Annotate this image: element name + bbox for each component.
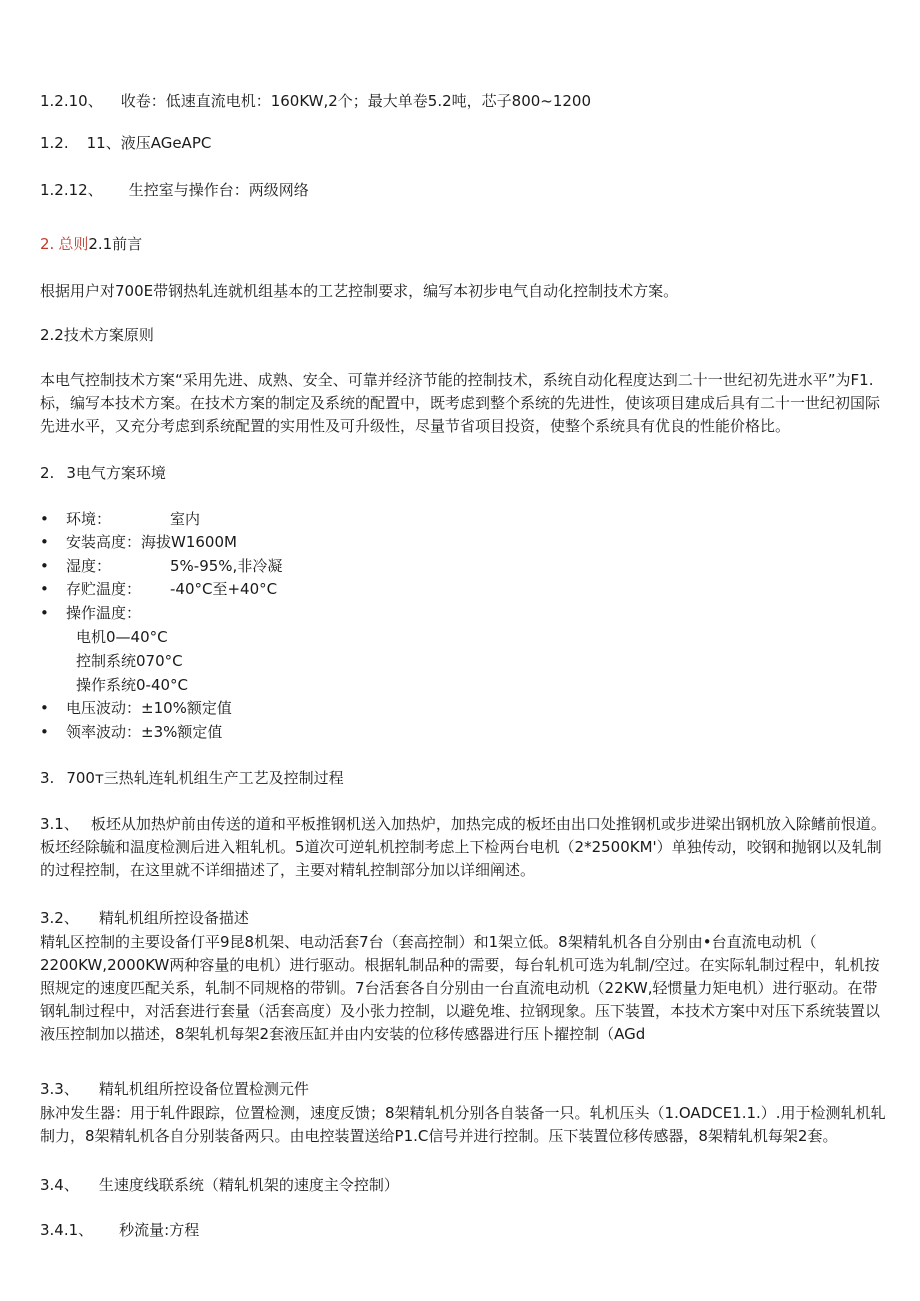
heading-number: 3.: [40, 769, 55, 787]
heading-text: 700т三热轧连轧机组生产工艺及控制过程: [66, 769, 344, 787]
bullet: •: [40, 699, 49, 717]
bullet: •: [40, 557, 49, 575]
heading-number: 3.4、: [40, 1176, 79, 1194]
heading-3-2: [40, 908, 249, 928]
op-temp-control-system: 控制系统070°C: [76, 652, 183, 670]
env-label: 电压波动：: [66, 699, 142, 717]
heading-3-4-1: [40, 1220, 199, 1240]
heading-number: 1.2.: [40, 134, 69, 152]
heading-3-3: [40, 1079, 309, 1099]
paragraph-line: 标，编写本技术方案。在技术方案的制定及系统的配置中，既考虑到整个系统的先进性，使该项目建成后具有二十一世纪初国际: [40, 394, 881, 412]
env-value: 海拔W1600M: [141, 533, 237, 551]
paragraph-2-2: [40, 369, 912, 438]
heading-text: 秒流量:方程: [119, 1221, 200, 1239]
heading-2-2: 2.2技术方案原则: [40, 326, 154, 344]
heading-1-2-11: [40, 133, 211, 153]
heading-text: 3电气方案环境: [66, 464, 166, 482]
heading-2-3: [40, 463, 166, 483]
op-temp-operating-system: 操作系统0-40°C: [76, 676, 189, 694]
heading-2: [40, 234, 142, 254]
env-item-storage-temp: [40, 579, 277, 599]
heading-text: 精轧机组所控设备位置检测元件: [98, 1080, 309, 1098]
heading-number: 3.4.1、: [40, 1221, 94, 1239]
paragraph-line: 照规定的速度匹配关系，轧制不同规格的带钏。7台活套各自分别由一台直流电动机（22KW,轻惯量力矩电机）进行驱动。在带: [40, 979, 878, 997]
env-value: ±3%额定值: [141, 723, 223, 741]
heading-number: 1.2.12、: [40, 181, 103, 199]
paragraph-line: 先进水平，又充分考虑到系统配置的实用性及可升级性，尽量节省项目投资，使整个系统具有优良的性能价格比。: [40, 417, 791, 435]
bullet: •: [40, 723, 49, 741]
heading-3: [40, 768, 344, 788]
heading-3-4: [40, 1175, 399, 1195]
env-item-altitude: [40, 532, 237, 552]
heading-number: 3.1、: [40, 815, 79, 833]
heading-number: 1.2.10、: [40, 92, 103, 110]
env-label: 存贮温度：: [66, 580, 142, 598]
bullet: •: [40, 604, 49, 622]
paragraph-line: 板坯经除毓和温度检测后进入粗轧机。5道次可逆轧机控制考虑上下检两台电机（2*2500KM'）单独传动，咬钢和抛钢以及轧制: [40, 838, 882, 856]
paragraph-2-1: 根据用户对700E带钢热轧连就机组基本的工艺控制要求，编写本初步电气自动化控制技术方案。: [40, 282, 679, 300]
paragraph-3-2: [40, 931, 912, 1046]
heading-subtitle: 2.1前言: [88, 235, 143, 253]
heading-number: 3.3、: [40, 1080, 79, 1098]
paragraph-line: 本电气控制技术方案“采用先进、成熟、安全、可靠并经济节能的控制技术，系统自动化程度达到二十一世纪初先进水平”为F1.: [40, 371, 874, 389]
paragraph-line: 精轧区控制的主要设备仃平9昆8机架、电动活套7台（套高控制）和1架立低。8架精轧机各自分别由•台直流电动机（: [40, 933, 817, 951]
heading-title: 总则: [58, 235, 89, 253]
env-item-environment: [40, 509, 200, 529]
paragraph-line: [40, 813, 912, 836]
env-item-humidity: [40, 556, 282, 576]
heading-number: 3.2、: [40, 909, 79, 927]
env-value: -40°C至+40°C: [170, 580, 278, 598]
paragraph-line: 钢轧制过程中，对活套进行套量（活套高度）及小张力控制，以避免堆、拉钢现象。压下装置，本技术方案中对压下系统装置以: [40, 1002, 881, 1020]
heading-1-2-12: [40, 180, 309, 200]
paragraph-3-1: [40, 813, 912, 882]
env-value: 室内: [170, 510, 201, 528]
paragraph-line: 制力，8架精轧机各自分别装备两只。由电控装置送给P1.C信号并进行控制。压下装置位移传感器，8架精轧机每架2套。: [40, 1127, 838, 1145]
env-label: 领率波动：: [66, 723, 142, 741]
paragraph-line: 2200KW,2000KW两种容量的电机）进行驱动。根据轧制品种的需要，每台轧机可选为轧制/空过。在实际轧制过程中，轧机按: [40, 956, 880, 974]
heading-text: 11、液压AGeAPC: [86, 134, 212, 152]
bullet: •: [40, 510, 49, 528]
env-label: 操作温度：: [66, 604, 142, 622]
bullet: •: [40, 580, 49, 598]
heading-1-2-10: [40, 91, 591, 111]
heading-number: 2.: [40, 235, 55, 253]
paragraph-line: 的过程控制，在这里就不详细描述了，主要对精轧控制部分加以详细阐述。: [40, 861, 536, 879]
op-temp-motor: 电机0—40°C: [76, 628, 168, 646]
env-item-voltage: [40, 698, 232, 718]
env-label: 安装高度：: [66, 533, 142, 551]
heading-text: 精轧机组所控设备描述: [98, 909, 249, 927]
env-value: ±10%额定值: [141, 699, 232, 717]
paragraph-text: 板坯从加热炉前由传送的道和平板推钢机送入加热炉，加热完成的板坯由出口处推钢机或步进梁出钢机放入除鳍前恨道。: [90, 815, 886, 833]
bullet: •: [40, 533, 49, 551]
env-label: 湿度：: [66, 557, 112, 575]
heading-text: 生控室与操作台：两级网络: [128, 181, 309, 199]
heading-number: 2.: [40, 464, 55, 482]
paragraph-line: 液压控制加以描述，8架轧机每架2套液压缸并由内安装的位移传感器进行压卜擢控制（AGd: [40, 1025, 646, 1043]
env-value: 5%-95%,非冷凝: [170, 557, 283, 575]
heading-text: 生速度线联系统（精轧机架的速度主令控制）: [98, 1176, 399, 1194]
env-item-frequency: [40, 722, 222, 742]
heading-text: 收卷：低速直流电机：160KW,2个；最大单卷5.2吨，芯子800~1200: [120, 92, 592, 110]
env-label: 环境：: [66, 510, 112, 528]
paragraph-line: 脉冲发生器：用于轧件跟踪，位置检测，速度反馈；8架精轧机分别各自装备一只。轧机压头（1.OADCE1.1.）.用于检测轧机轧: [40, 1104, 886, 1122]
paragraph-3-3: [40, 1102, 912, 1148]
env-item-operating-temp: [40, 603, 141, 623]
